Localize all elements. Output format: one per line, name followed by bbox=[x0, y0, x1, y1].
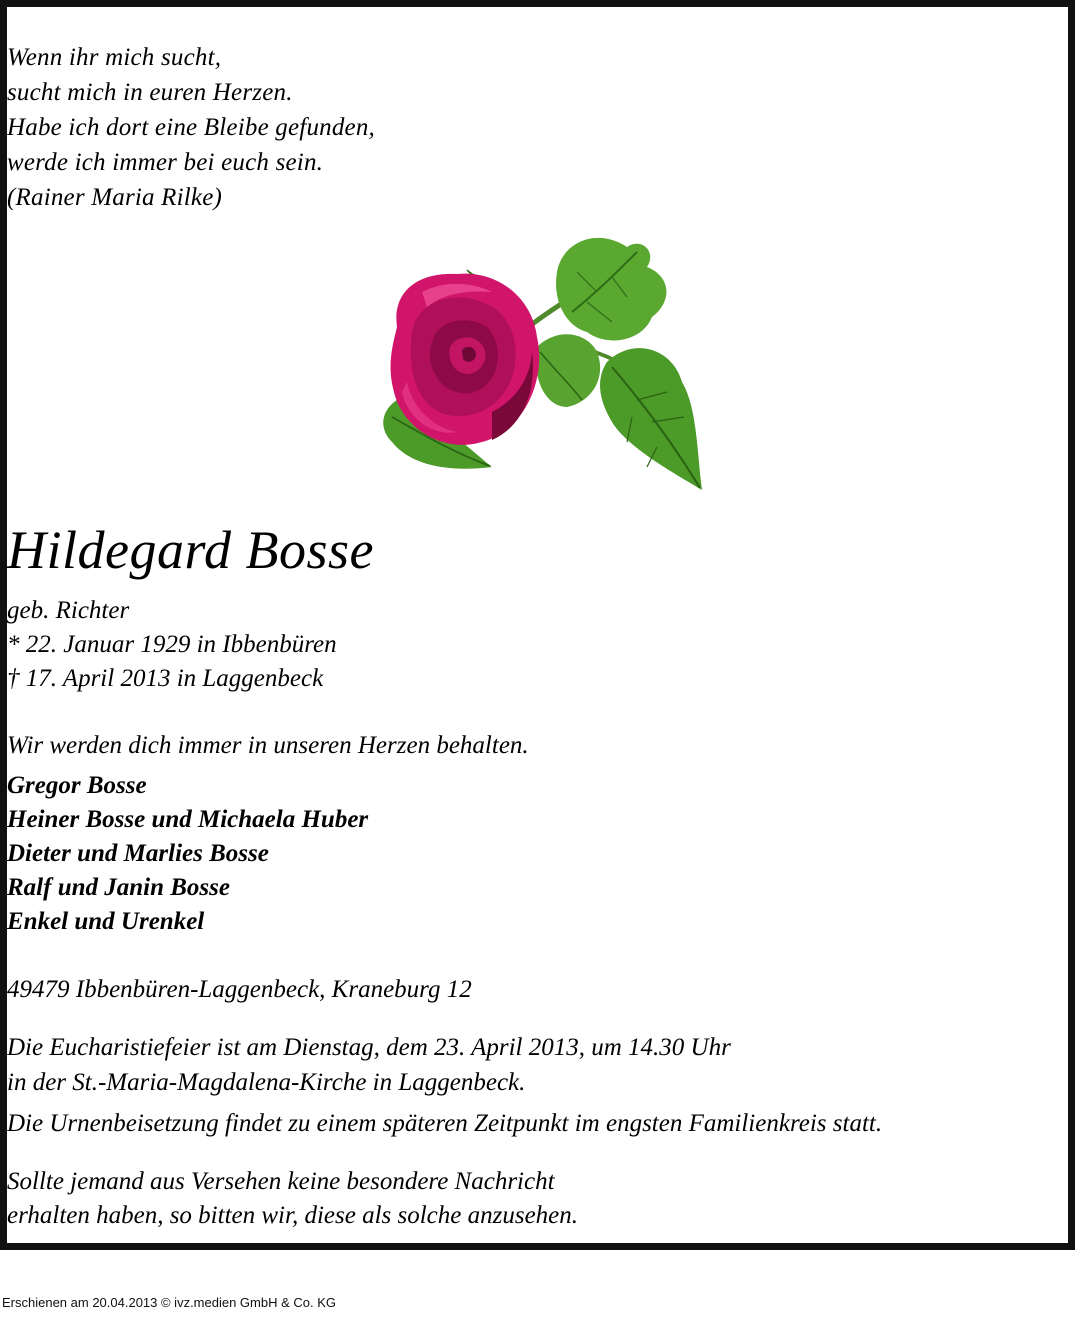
notice-line: erhalten haben, so bitten wir, diese als solche anzusehen. bbox=[7, 1202, 579, 1229]
poem-author: (Rainer Maria Rilke) bbox=[7, 184, 223, 211]
publication-footer: Erschienen am 20.04.2013 © ivz.medien GmbH & Co. KG bbox=[2, 1295, 337, 1310]
notice bbox=[7, 1165, 1068, 1233]
family-member: Ralf und Janin Bosse bbox=[7, 874, 230, 901]
address: 49479 Ibbenbüren-Laggenbeck, Kraneburg 12 bbox=[7, 976, 472, 1003]
family-member: Heiner Bosse und Michaela Huber bbox=[7, 806, 369, 833]
family-member: Enkel und Urenkel bbox=[7, 908, 205, 935]
poem bbox=[7, 40, 1068, 215]
family-list bbox=[7, 769, 1068, 939]
service-info bbox=[7, 1030, 1068, 1100]
notice-line: Sollte jemand aus Versehen keine besondere Nachricht bbox=[7, 1168, 555, 1195]
birth-date: * 22. Januar 1929 in Ibbenbüren bbox=[7, 631, 337, 658]
poem-line: sucht mich in euren Herzen. bbox=[7, 79, 293, 106]
urn-burial-info: Die Urnenbeisetzung findet zu einem späteren Zeitpunkt im engsten Familienkreis statt. bbox=[7, 1110, 883, 1137]
death-date: † 17. April 2013 in Laggenbeck bbox=[7, 665, 324, 692]
poem-line: Habe ich dort eine Bleibe gefunden, bbox=[7, 114, 375, 141]
family-member: Dieter und Marlies Bosse bbox=[7, 840, 269, 867]
life-dates bbox=[7, 594, 1068, 696]
poem-line: werde ich immer bei euch sein. bbox=[7, 149, 324, 176]
rose-icon bbox=[372, 232, 717, 502]
maiden-name: geb. Richter bbox=[7, 597, 130, 624]
family-member: Gregor Bosse bbox=[7, 772, 147, 799]
service-line: in der St.-Maria-Magdalena-Kirche in Laggenbeck. bbox=[7, 1069, 526, 1096]
farewell-saying: Wir werden dich immer in unseren Herzen behalten. bbox=[7, 732, 529, 759]
deceased-name: Hildegard Bosse bbox=[7, 520, 374, 580]
service-line: Die Eucharistiefeier ist am Dienstag, dem 23. April 2013, um 14.30 Uhr bbox=[7, 1034, 731, 1061]
poem-line: Wenn ihr mich sucht, bbox=[7, 44, 222, 71]
rose-image bbox=[372, 232, 717, 502]
